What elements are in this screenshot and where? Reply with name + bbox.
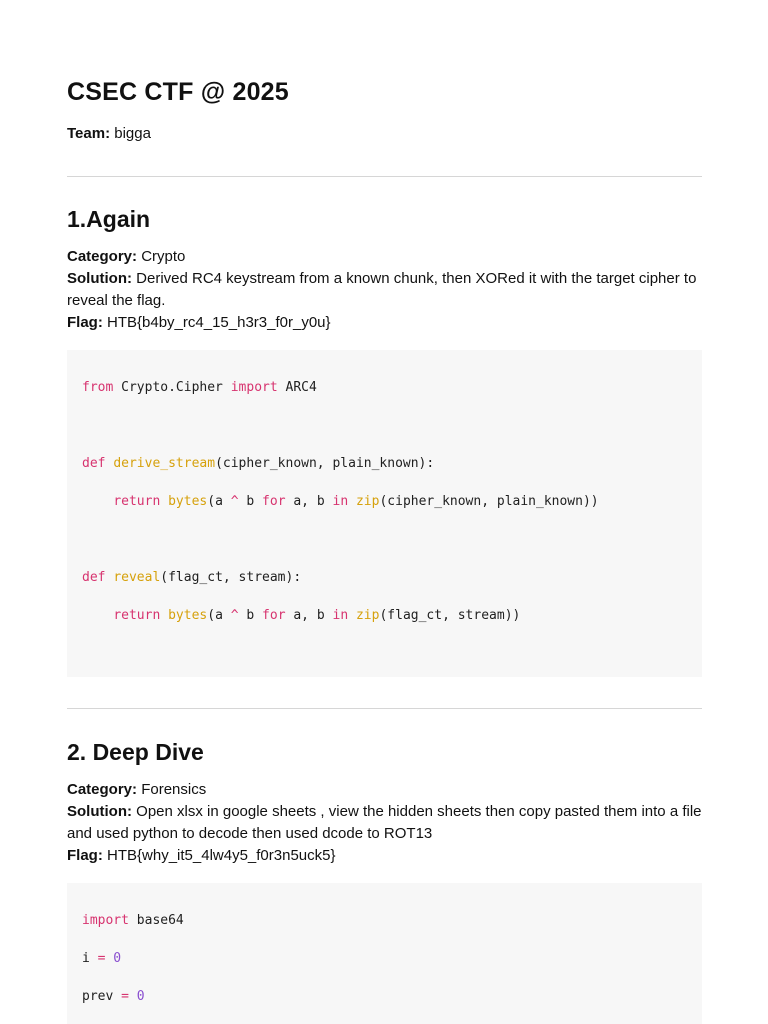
- solution-value: Open xlsx in google sheets , view the hidden sheets then copy pasted them into a file and used python to decode then used dcode to ROT13: [67, 803, 702, 842]
- category-line: [67, 246, 702, 268]
- code-line: prev = 0: [82, 989, 145, 1004]
- divider: [67, 176, 702, 177]
- solution-line: [67, 801, 702, 845]
- category-value: Crypto: [141, 248, 186, 265]
- solution-line: [67, 268, 702, 312]
- category-label: Category:: [67, 781, 138, 798]
- code-line: return bytes(a ^ b for a, b in zip(flag_ct, stream)): [113, 608, 521, 623]
- team-label: Team:: [67, 125, 111, 142]
- section-heading-deep-dive: 2. Deep Dive: [67, 739, 204, 765]
- code-line: import base64: [82, 913, 184, 928]
- code-block-deep-dive: [67, 883, 702, 1024]
- code-line: return bytes(a ^ b for a, b in zip(cipher_known, plain_known)): [113, 494, 599, 509]
- solution-label: Solution:: [67, 270, 132, 287]
- code-line-blank: [82, 644, 687, 663]
- flag-label: Flag:: [67, 314, 103, 331]
- flag-line: [67, 845, 702, 867]
- solution-label: Solution:: [67, 803, 132, 820]
- section-heading-again: 1.Again: [67, 206, 151, 232]
- code-line: i = 0: [82, 951, 122, 966]
- code-line: from Crypto.Cipher import ARC4: [82, 380, 317, 395]
- solution-value: Derived RC4 keystream from a known chunk, then XORed it with the target cipher to reveal the flag.: [67, 270, 697, 309]
- flag-value: HTB{b4by_rc4_15_h3r3_f0r_y0u}: [107, 314, 331, 331]
- code-line: def derive_stream(cipher_known, plain_known):: [82, 456, 435, 471]
- category-line: [67, 779, 702, 801]
- section-meta-again: [67, 246, 702, 334]
- section-meta-deep-dive: [67, 779, 702, 867]
- page-title: CSEC CTF @ 2025: [67, 78, 289, 106]
- flag-line: [67, 312, 702, 334]
- team-value: bigga: [114, 125, 151, 142]
- code-line-blank: [82, 416, 687, 435]
- flag-label: Flag:: [67, 847, 103, 864]
- flag-value: HTB{why_it5_4lw4y5_f0r3n5uck5}: [107, 847, 336, 864]
- team-line: [67, 125, 151, 142]
- category-label: Category:: [67, 248, 138, 265]
- divider: [67, 708, 702, 709]
- code-line: def reveal(flag_ct, stream):: [82, 570, 302, 585]
- code-block-again: [67, 350, 702, 677]
- code-line-blank: [82, 530, 687, 549]
- category-value: Forensics: [141, 781, 207, 798]
